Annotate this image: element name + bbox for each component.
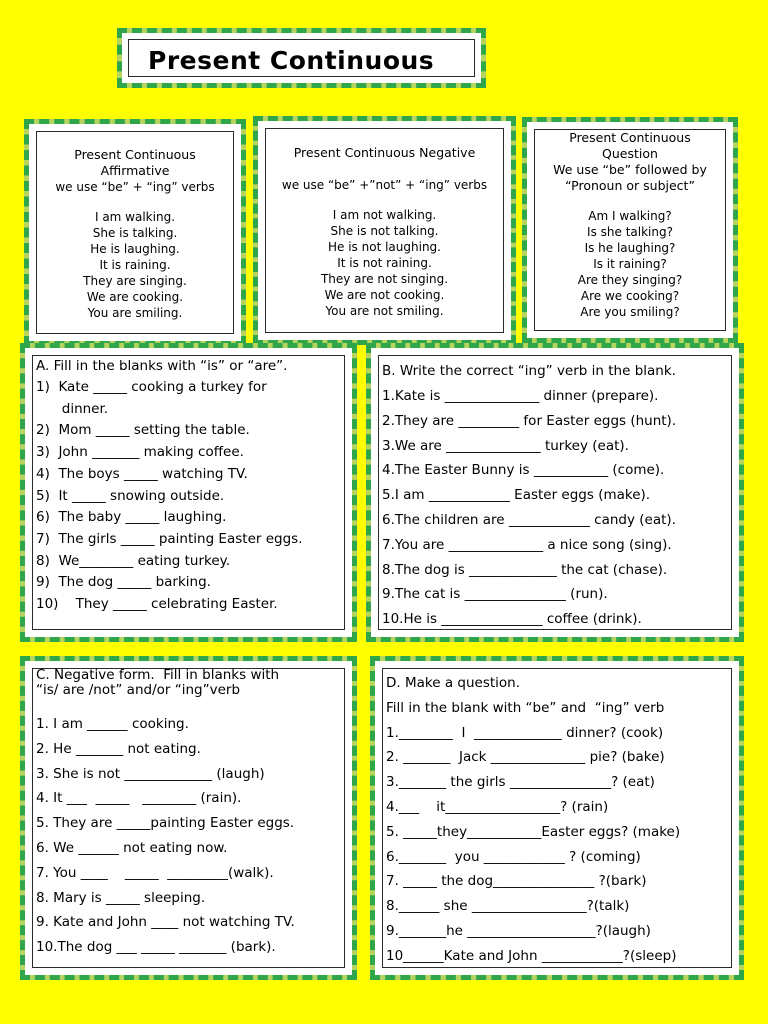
exercise-line: 6) The baby _____ laughing. [36, 509, 227, 526]
exercise-line: 1) Kate _____ cooking a turkey for [36, 379, 267, 395]
exercise-line: 2.They are _________ for Easter eggs (hunt). [382, 412, 677, 429]
exercise-line: 10.He is _______________ coffee (drink). [382, 611, 642, 628]
question-content [535, 130, 725, 320]
exercise-line: dinner. [36, 400, 109, 417]
exercise-line: 10.The dog ___ _____ _______ (bark). [36, 939, 276, 956]
exercise-line: 5. _____they___________Easter eggs? (make) [386, 823, 681, 840]
question-box [522, 117, 738, 343]
title-box [117, 28, 486, 88]
exercise-line: 7. You ____ _____ _________(walk). [36, 864, 274, 881]
affirmative-content [37, 147, 233, 321]
negative-heading: Present Continuous Negative [293, 145, 476, 160]
negative-sentence: We are not cooking. [324, 288, 445, 302]
question-sentence: Are they singing? [577, 273, 683, 287]
page-title: Present Continuous [148, 46, 435, 75]
section-c-box [20, 656, 357, 980]
exercise-line: 9) The dog _____ barking. [36, 574, 211, 591]
exercise-line: 8.______ she _________________?(talk) [386, 898, 630, 915]
question-sentence: Are we cooking? [580, 289, 680, 303]
exercise-line: 10) They _____ celebrating Easter. [36, 596, 278, 613]
negative-rule: we use “be” +”not” + “ing” verbs [281, 178, 488, 192]
question-sentence: Am I walking? [588, 209, 672, 223]
exercise-line: 7) The girls _____ painting Easter eggs. [36, 530, 303, 547]
exercise-line: 6.The children are ____________ candy (eat). [382, 511, 676, 528]
exercise-line: 6._______ you ____________ ? (coming) [386, 848, 641, 865]
exercise-line: 4) The boys _____ watching TV. [36, 465, 248, 482]
exercise-line: 3.We are ______________ turkey (eat). [382, 437, 629, 454]
section-d-heading-line-1: D. Make a question. [386, 675, 521, 691]
negative-box [253, 116, 516, 345]
exercise-line: 4.The Easter Bunny is ___________ (come). [382, 462, 665, 479]
affirmative-sentence: You are smiling. [87, 306, 183, 320]
section-a-heading: A. Fill in the blanks with “is” or “are”. [36, 358, 288, 374]
exercise-line: 5. They are _____painting Easter eggs. [36, 815, 295, 832]
exercise-line: 9. Kate and John ____ not watching TV. [36, 914, 295, 931]
section-c-heading-line-1: C. Negative form. Fill in blanks with [36, 667, 280, 683]
exercise-line: 6. We ______ not eating now. [36, 839, 228, 856]
affirmative-sentence: We are cooking. [86, 290, 184, 304]
question-rule-line-2: “Pronoun or subject” [565, 178, 695, 193]
section-d-content [386, 671, 680, 969]
section-b-content [382, 360, 676, 632]
exercise-line: 10______Kate and John ____________?(sleep) [386, 947, 677, 964]
question-sentence: Is she talking? [587, 225, 673, 239]
exercise-line: 9._______he ___________________?(laugh) [386, 922, 651, 939]
exercise-line: 7. _____ the dog_______________ ?(bark) [386, 873, 647, 890]
exercise-line: 1.________ I _____________ dinner? (cook) [386, 724, 664, 741]
affirmative-heading-line-1: Present Continuous [74, 147, 196, 162]
exercise-line: 1.Kate is ______________ dinner (prepare). [382, 388, 659, 404]
exercise-line: 1. I am ______ cooking. [36, 716, 189, 732]
affirmative-sentence: It is raining. [99, 258, 171, 272]
section-d-box [370, 656, 744, 980]
section-b-box [366, 343, 744, 642]
section-c-content [36, 668, 295, 960]
exercise-line: 3._______ the girls _______________? (eat) [386, 774, 655, 791]
section-c-heading-line-2: “is/ are /not” and/or “ing”verb [36, 682, 241, 698]
negative-sentence: I am not walking. [332, 208, 437, 222]
exercise-line: 3) John _______ making coffee. [36, 444, 244, 461]
question-heading-line-1: Present Continuous [569, 130, 691, 145]
question-sentence: Are you smiling? [580, 305, 680, 319]
negative-sentence: You are not smiling. [325, 304, 444, 318]
negative-sentence: She is not talking. [330, 224, 439, 238]
affirmative-sentence: He is laughing. [90, 242, 180, 256]
exercise-line: 2. _______ Jack ______________ pie? (bake) [386, 749, 665, 766]
affirmative-rule: we use “be” + “ing” verbs [55, 180, 215, 194]
affirmative-sentence: She is talking. [92, 226, 178, 240]
exercise-line: 4. It ___ _____ ________ (rain). [36, 790, 242, 807]
question-sentence: Is it raining? [593, 257, 667, 271]
question-sentence: Is he laughing? [584, 241, 676, 255]
exercise-line: 7.You are ______________ a nice song (sing). [382, 536, 672, 553]
section-a-box [20, 343, 357, 642]
section-d-heading-line-2: Fill in the blank with “be” and “ing” verb [386, 699, 665, 716]
affirmative-sentence: They are singing. [83, 274, 187, 288]
question-heading-line-2: Question [602, 146, 658, 161]
affirmative-sentence: I am walking. [94, 210, 176, 224]
negative-sentence: They are not singing. [320, 272, 449, 286]
section-b-heading: B. Write the correct “ing” verb in the blank. [382, 363, 676, 379]
exercise-line: 8.The dog is _____________ the cat (chase). [382, 561, 668, 578]
negative-sentence: He is not laughing. [328, 240, 441, 254]
exercise-line: 5) It _____ snowing outside. [36, 487, 225, 504]
section-a-content [36, 355, 302, 616]
exercise-line: 9.The cat is _______________ (run). [382, 586, 608, 603]
negative-content [266, 145, 503, 319]
exercise-line: 4.___ it_________________? (rain) [386, 798, 609, 815]
exercise-line: 8. Mary is _____ sleeping. [36, 889, 206, 906]
affirmative-box [24, 119, 246, 346]
exercise-line: 5.I am ____________ Easter eggs (make). [382, 487, 651, 504]
affirmative-heading-line-2: Affirmative [100, 163, 170, 178]
exercise-line: 3. She is not _____________ (laugh) [36, 765, 265, 782]
exercise-line: 8) We________ eating turkey. [36, 552, 231, 569]
exercise-line: 2. He _______ not eating. [36, 740, 201, 757]
question-rule-line-1: We use “be” followed by [553, 162, 707, 177]
negative-sentence: It is not raining. [337, 256, 432, 270]
exercise-line: 2) Mom _____ setting the table. [36, 422, 250, 439]
